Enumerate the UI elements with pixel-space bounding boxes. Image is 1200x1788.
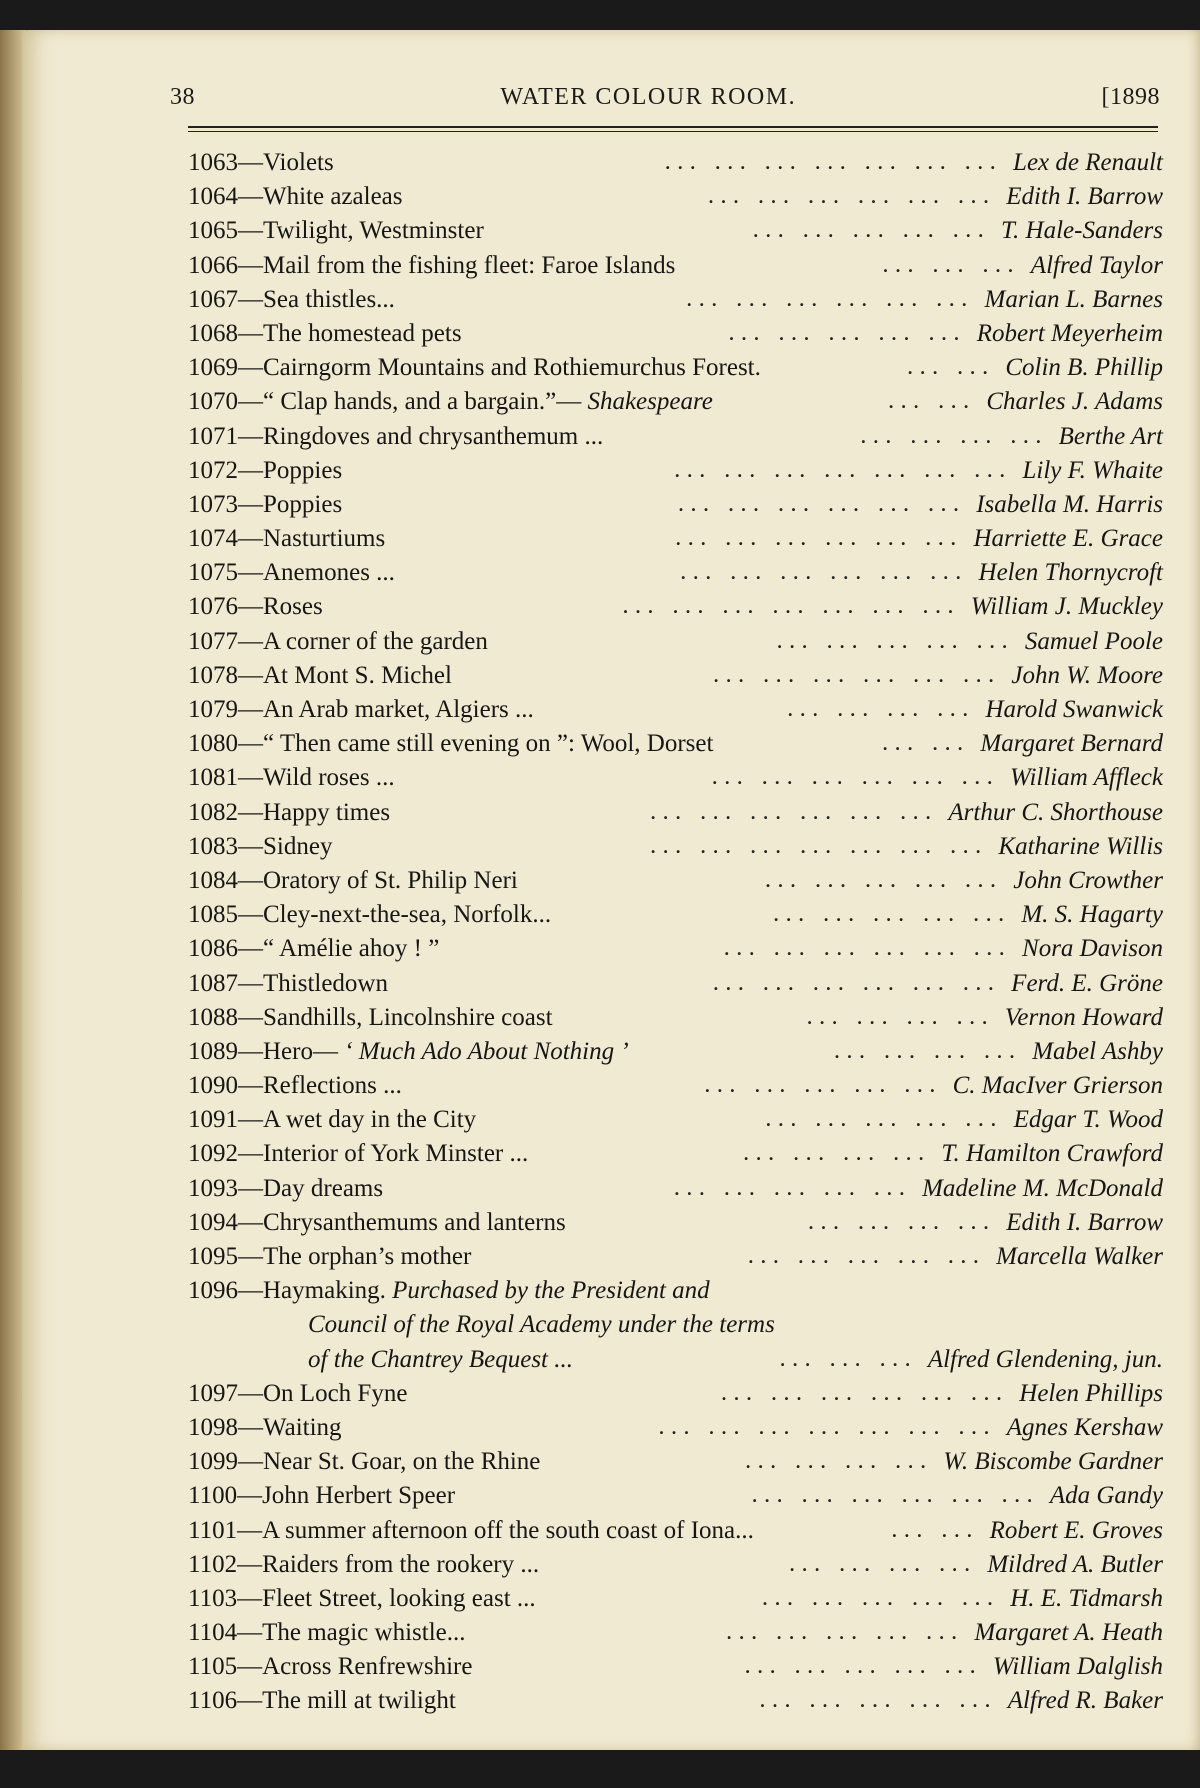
entry-title-text: Haymaking. [263, 1277, 386, 1305]
dot-leader: ... ... [882, 734, 971, 755]
entry-title [188, 1411, 342, 1445]
entry-title [188, 283, 395, 317]
catalogue-entry [188, 864, 1163, 898]
entry-title [188, 1240, 471, 1274]
entry-number: 1094— [188, 1208, 263, 1236]
entry-title-text: The homestead pets [263, 319, 462, 347]
dot-leader: ... ... [907, 358, 996, 379]
dot-leader: ... ... [888, 392, 977, 413]
catalogue-entry [188, 1650, 1163, 1684]
entry-artist: Mabel Ashby [1032, 1037, 1163, 1065]
dot-leader: ... ... ... ... ... ... [681, 563, 969, 584]
entry-artist: Edith I. Barrow [1006, 1208, 1163, 1236]
entry-title [188, 454, 342, 488]
catalogue-entry [188, 1514, 1163, 1548]
dot-leader: ... ... ... ... [834, 1041, 1023, 1062]
header-rule-thin [188, 131, 1158, 132]
entry-title-text: Ringdoves and chrysanthemum ... [263, 422, 604, 450]
catalogue-entry [188, 898, 1163, 932]
entry-artist: Lex de Renault [1013, 149, 1163, 176]
dot-leader: ... ... ... ... ... [674, 1178, 913, 1199]
entry-artist: John W. Moore [1011, 661, 1163, 689]
dot-leader: ... ... ... ... ... ... [650, 802, 939, 823]
entry-number: 1076— [188, 593, 263, 621]
entry-artist: Marcella Walker [996, 1243, 1163, 1270]
catalogue-entry [188, 351, 1163, 385]
entry-title-text: “ Clap hands, and a bargain.”— [263, 388, 582, 416]
entry-artist: Madeline M. McDonald [922, 1174, 1163, 1202]
entry-number: 1100— [188, 1482, 263, 1510]
entry-title [188, 659, 452, 693]
catalogue-entry [188, 1240, 1163, 1274]
entry-number: 1089— [188, 1037, 263, 1065]
dot-leader: ... ... ... ... ... ... ... [674, 460, 1013, 481]
page-header [170, 84, 1160, 124]
entry-artist: Nora Davison [1022, 935, 1163, 963]
entry-artist: Harriette E. Grace [973, 525, 1163, 553]
entry-title-text: Across Renfrewshire [262, 1653, 473, 1681]
entry-title [188, 1616, 466, 1650]
dot-leader: ... ... ... [780, 1349, 918, 1370]
entry-artist: Colin B. Phillip [1005, 354, 1163, 382]
entry-title [188, 1274, 710, 1308]
catalogue-entry [188, 1445, 1163, 1479]
entry-title [188, 317, 462, 351]
entry-title-text: Twilight, Westminster [263, 217, 484, 245]
entry-title [188, 1137, 528, 1171]
catalogue-entry [188, 1137, 1163, 1171]
entry-artist: Samuel Poole [1024, 627, 1163, 655]
entry-number: 1093— [188, 1174, 263, 1202]
catalogue-entry [188, 1582, 1163, 1616]
entry-artist: T. Hamilton Crawford [941, 1140, 1163, 1168]
entry-number: 1069— [188, 354, 263, 382]
entry-title [188, 1377, 407, 1411]
entry-number: 1064— [188, 183, 263, 211]
entry-artist: Ada Gandy [1049, 1482, 1163, 1510]
dot-leader: ... ... ... ... ... [705, 1076, 943, 1097]
page-title: WATER COLOUR ROOM. [500, 84, 797, 110]
dot-leader: ... ... ... ... ... ... [708, 187, 997, 208]
entry-title-italic: Shakespeare [581, 388, 713, 416]
entry-title-text: An Arab market, Algiers ... [263, 696, 534, 723]
entry-number: 1097— [188, 1379, 263, 1407]
catalogue-entry [188, 420, 1163, 454]
dot-leader: ... ... ... ... ... [762, 1588, 1001, 1609]
entry-title-text: A wet day in the City [263, 1106, 477, 1134]
entry-number: 1074— [188, 525, 263, 553]
dot-leader: ... ... ... ... ... [726, 1623, 965, 1644]
entry-number: 1066— [188, 251, 263, 279]
entry-artist: C. MacIver Grierson [952, 1072, 1163, 1100]
catalogue-entry [188, 556, 1163, 590]
catalogue-entry [188, 1684, 1163, 1718]
entry-title [188, 796, 390, 830]
entry-title-text: The mill at twilight [262, 1687, 456, 1715]
dot-leader: ... ... ... ... ... [773, 905, 1012, 926]
catalogue-entry [188, 1308, 1163, 1342]
entry-artist: Agnes Kershaw [1006, 1413, 1163, 1441]
dot-leader: ... ... ... ... ... [748, 1247, 987, 1267]
catalogue-entry [188, 796, 1163, 830]
entry-title-text: “ Amélie ahoy ! ” [263, 935, 440, 963]
catalogue-entry [188, 317, 1163, 351]
entry-artist: Robert Meyerheim [976, 319, 1163, 347]
entry-title-text: Wild roses ... [263, 764, 395, 792]
entry-title-text: Oratory of St. Philip Neri [263, 866, 518, 894]
catalogue-entry [188, 1411, 1163, 1445]
entry-artist: T. Hale-Sanders [1000, 217, 1163, 245]
dot-leader: ... ... ... ... ... [765, 870, 1004, 891]
entry-title-text: Reflections ... [263, 1072, 402, 1100]
entry-title [188, 625, 488, 659]
catalogue-entry [188, 283, 1163, 317]
entry-title [188, 146, 334, 180]
entry-title [188, 1582, 536, 1616]
catalogue-entry [188, 1206, 1163, 1240]
entry-artist: Marian L. Barnes [984, 285, 1163, 313]
entry-number: 1071— [188, 422, 263, 450]
entry-title [188, 249, 675, 283]
catalogue-entry [188, 214, 1163, 248]
entry-title-text: A summer afternoon off the south coast of Iona... [262, 1516, 754, 1544]
entry-title [188, 898, 551, 932]
dot-leader: ... ... ... ... ... ... [687, 289, 975, 310]
entry-title [188, 1650, 472, 1684]
catalogue-entry [188, 659, 1163, 693]
entry-number: 1079— [188, 696, 263, 723]
entry-title [188, 1343, 573, 1377]
entry-title [188, 1001, 553, 1035]
entry-artist: Alfred Glendening, jun. [927, 1345, 1163, 1373]
catalogue-entry [188, 454, 1163, 488]
catalogue-entry [188, 488, 1163, 522]
catalogue-entry [188, 830, 1163, 864]
entry-title [188, 214, 484, 248]
catalogue-entry [188, 590, 1163, 624]
entry-title-italic: ‘ Much Ado About Nothing ’ [337, 1037, 629, 1065]
entry-title-text: Nasturtiums [263, 525, 386, 553]
entry-number: 1075— [188, 559, 263, 587]
dot-leader: ... ... ... ... [789, 1554, 978, 1575]
dot-leader: ... ... ... ... [743, 1144, 932, 1165]
entry-artist: W. Biscombe Gardner [943, 1448, 1163, 1476]
entry-title [188, 1548, 539, 1582]
catalogue-entry [188, 1172, 1163, 1206]
entry-title [188, 351, 761, 385]
entry-artist: Ferd. E. Gröne [1011, 969, 1163, 997]
entry-artist: Mildred A. Butler [987, 1550, 1163, 1578]
entry-title-text: Roses [263, 593, 323, 621]
dot-leader: ... ... ... ... [807, 1007, 995, 1028]
entry-title-text: Fleet Street, looking east ... [262, 1584, 536, 1612]
dot-leader: ... ... ... ... [787, 700, 976, 720]
entry-title-text: Poppies [263, 490, 343, 518]
entry-title [188, 1172, 383, 1206]
catalogue-entry [188, 1274, 1163, 1308]
entry-number: 1082— [188, 798, 263, 826]
entry-title-text: Violets [263, 149, 334, 176]
entry-title-text: Poppies [263, 456, 343, 484]
entry-number: 1106— [188, 1687, 263, 1715]
entry-number: 1086— [188, 935, 263, 963]
entry-artist: John Crowther [1013, 866, 1163, 894]
catalogue-entry [188, 522, 1163, 556]
entry-title-text: A corner of the garden [263, 627, 488, 655]
entry-number: 1067— [188, 285, 263, 313]
entry-title-text: Day dreams [263, 1174, 384, 1202]
entry-title-text: Happy times [263, 798, 391, 826]
entry-title-text: Sea thistles... [263, 285, 395, 313]
entry-title-text: “ Then came still evening on ”: Wool, Dorset [263, 730, 714, 758]
catalogue-entry [188, 727, 1163, 761]
entry-number: 1081— [188, 764, 263, 792]
entry-title [188, 180, 403, 214]
entry-title [188, 522, 385, 556]
entry-artist: Charles J. Adams [986, 388, 1163, 416]
entry-title [188, 385, 713, 419]
entry-title-text: Sidney [263, 832, 333, 860]
entry-artist: Margaret A. Heath [974, 1619, 1163, 1647]
catalogue-entry [188, 1377, 1163, 1411]
entry-artist: William Dalglish [992, 1653, 1163, 1681]
entry-title-text: White azaleas [263, 183, 403, 211]
entry-title-text: The magic whistle... [262, 1619, 466, 1647]
dot-leader: ... ... ... ... [861, 426, 1049, 447]
entry-title [188, 556, 395, 590]
entry-number: 1091— [188, 1106, 263, 1134]
catalogue-entry [188, 1479, 1163, 1513]
dot-leader: ... ... ... ... ... ... ... [650, 836, 989, 857]
entry-title-text: John Herbert Speer [262, 1482, 456, 1510]
entry-artist: Berthe Art [1058, 422, 1163, 450]
entry-artist: Helen Thornycroft [978, 559, 1163, 587]
catalogue-entry [188, 1035, 1163, 1069]
entry-number: 1072— [188, 456, 263, 484]
entry-title-text: Interior of York Minster ... [263, 1140, 529, 1168]
entry-number: 1096— [188, 1277, 263, 1305]
dot-leader: ... ... ... ... ... ... [752, 1486, 1040, 1507]
dot-leader: ... ... ... ... ... ... ... [623, 597, 961, 618]
entry-title-text: Near St. Goar, on the Rhine [263, 1448, 541, 1476]
entry-title [188, 1684, 456, 1718]
entry-number: 1104— [188, 1619, 263, 1647]
entry-number: 1099— [188, 1448, 263, 1476]
entry-number: 1073— [188, 490, 263, 518]
entry-artist: William J. Muckley [970, 593, 1163, 621]
entry-number: 1080— [188, 730, 263, 758]
catalogue-entry [188, 1343, 1163, 1377]
entry-number: 1070— [188, 388, 263, 416]
dot-leader: ... ... ... ... ... [729, 323, 967, 344]
catalogue-entry [188, 1103, 1163, 1137]
catalogue-entry [188, 249, 1163, 283]
entry-title-text: Waiting [263, 1413, 342, 1441]
entry-number: 1101— [188, 1516, 263, 1544]
page-year: [1898 [1101, 84, 1160, 110]
entry-title-text: Raiders from the rookery ... [262, 1550, 540, 1578]
entry-title-text: Chrysanthemums and lanterns [263, 1208, 566, 1236]
dot-leader: ... ... ... ... ... ... ... [659, 1417, 997, 1438]
entry-artist: Arthur C. Shorthouse [948, 798, 1163, 826]
entry-number: 1063— [188, 149, 263, 176]
catalogue-entry [188, 1069, 1163, 1103]
entry-number: 1095— [188, 1243, 263, 1270]
entry-artist: Vernon Howard [1004, 1003, 1163, 1031]
entry-title-italic: of the Chantrey Bequest ... [308, 1345, 573, 1373]
entry-title-text: At Mont S. Michel [263, 661, 452, 689]
entry-number: 1065— [188, 217, 263, 245]
dot-leader: ... ... ... ... ... ... [675, 529, 964, 550]
entry-title [188, 761, 395, 795]
entry-title [188, 932, 439, 966]
catalogue-entry [188, 967, 1163, 1001]
entry-title [188, 1308, 775, 1342]
catalogue-entry [188, 932, 1163, 966]
dot-leader: ... ... ... ... ... ... [721, 1383, 1010, 1404]
dot-leader: ... ... ... ... ... [745, 1657, 983, 1678]
entry-artist: Alfred R. Baker [1007, 1687, 1163, 1715]
entry-artist: M. S. Hagarty [1021, 901, 1163, 929]
entry-title-text: On Loch Fyne [263, 1379, 408, 1407]
catalogue-entry [188, 1001, 1163, 1035]
entry-title [188, 1069, 402, 1103]
dot-leader: ... ... ... ... ... ... [713, 973, 1002, 994]
dot-leader: ... ... ... ... ... [753, 221, 991, 242]
entry-artist: Katharine Willis [998, 832, 1163, 860]
entry-artist: H. E. Tidmarsh [1010, 1584, 1163, 1612]
entry-title-text: Cairngorm Mountains and Rothiemurchus Forest. [263, 354, 761, 382]
catalogue-entry [188, 385, 1163, 419]
entry-title-text: Cley-next-the-sea, Norfolk... [263, 901, 552, 929]
catalogue-entries [188, 146, 1163, 1719]
entry-title-text: Anemones ... [263, 559, 395, 587]
dot-leader: ... ... [892, 1520, 980, 1541]
entry-artist: Isabella M. Harris [976, 490, 1163, 518]
dot-leader: ... ... ... ... ... [777, 631, 1015, 652]
dot-leader: ... ... ... ... [745, 1452, 934, 1473]
entry-title-text: Thistledown [263, 969, 388, 997]
entry-artist: Edith I. Barrow [1006, 183, 1163, 211]
entry-title [188, 830, 332, 864]
dot-leader: ... ... ... ... ... [766, 1110, 1004, 1131]
dot-leader: ... ... ... ... ... ... [712, 768, 1001, 789]
dot-leader: ... ... ... [883, 255, 1021, 276]
dot-leader: ... ... ... ... ... ... [678, 494, 967, 515]
dot-leader: ... ... ... ... ... ... [724, 939, 1013, 960]
entry-number: 1090— [188, 1072, 263, 1100]
catalogue-entry [188, 1616, 1163, 1650]
catalogue-entry [188, 146, 1163, 180]
entry-title [188, 1479, 455, 1513]
entry-artist: William Affleck [1010, 764, 1163, 792]
entry-number: 1098— [188, 1413, 263, 1441]
entry-number: 1088— [188, 1003, 263, 1031]
entry-artist: Harold Swanwick [985, 696, 1163, 723]
entry-artist: Helen Phillips [1019, 1379, 1163, 1407]
catalogue-entry [188, 180, 1163, 214]
entry-number: 1102— [188, 1550, 263, 1578]
entry-artist: Lily F. Whaite [1022, 456, 1163, 484]
catalogue-entry [188, 761, 1163, 795]
header-rule [188, 126, 1158, 128]
entry-number: 1084— [188, 866, 263, 894]
entry-number: 1068— [188, 319, 263, 347]
entry-title [188, 864, 518, 898]
entry-number: 1092— [188, 1140, 263, 1168]
entry-title [188, 1514, 754, 1548]
entry-title-text: Hero— [263, 1037, 338, 1065]
entry-title [188, 693, 534, 727]
entry-artist: Robert E. Groves [989, 1516, 1163, 1544]
entry-title [188, 420, 603, 454]
entry-number: 1083— [188, 832, 263, 860]
entry-number: 1078— [188, 661, 263, 689]
entry-title-italic: Purchased by the President and [385, 1277, 710, 1305]
entry-title-text: The orphan’s mother [263, 1243, 472, 1270]
entry-title [188, 967, 388, 1001]
entry-title [188, 1206, 566, 1240]
entry-number: 1105— [188, 1653, 263, 1681]
catalogue-entry [188, 625, 1163, 659]
entry-title [188, 488, 342, 522]
entry-number: 1087— [188, 969, 263, 997]
dot-leader: ... ... ... ... ... [760, 1691, 998, 1712]
entry-artist: Edgar T. Wood [1013, 1106, 1163, 1134]
entry-title [188, 1445, 540, 1479]
page-number: 38 [170, 84, 195, 110]
entry-artist: Alfred Taylor [1030, 251, 1163, 279]
entry-artist: Margaret Bernard [980, 730, 1163, 758]
entry-title-italic: Council of the Royal Academy under the terms [308, 1311, 775, 1339]
entry-title-text: Mail from the fishing fleet: Faroe Islands [263, 251, 676, 279]
entry-title [188, 1035, 629, 1069]
entry-number: 1103— [188, 1584, 263, 1612]
dot-leader: ... ... ... ... ... ... [713, 665, 1002, 686]
entry-title [188, 727, 713, 761]
catalogue-entry [188, 1548, 1163, 1582]
dot-leader: ... ... ... ... ... ... ... [665, 153, 1004, 173]
entry-title-text: Sandhills, Lincolnshire coast [263, 1003, 553, 1031]
entry-number: 1085— [188, 901, 263, 929]
entry-title [188, 590, 323, 624]
entry-number: 1077— [188, 627, 263, 655]
dot-leader: ... ... ... ... [808, 1212, 997, 1233]
catalogue-entry [188, 693, 1163, 727]
entry-title [188, 1103, 476, 1137]
